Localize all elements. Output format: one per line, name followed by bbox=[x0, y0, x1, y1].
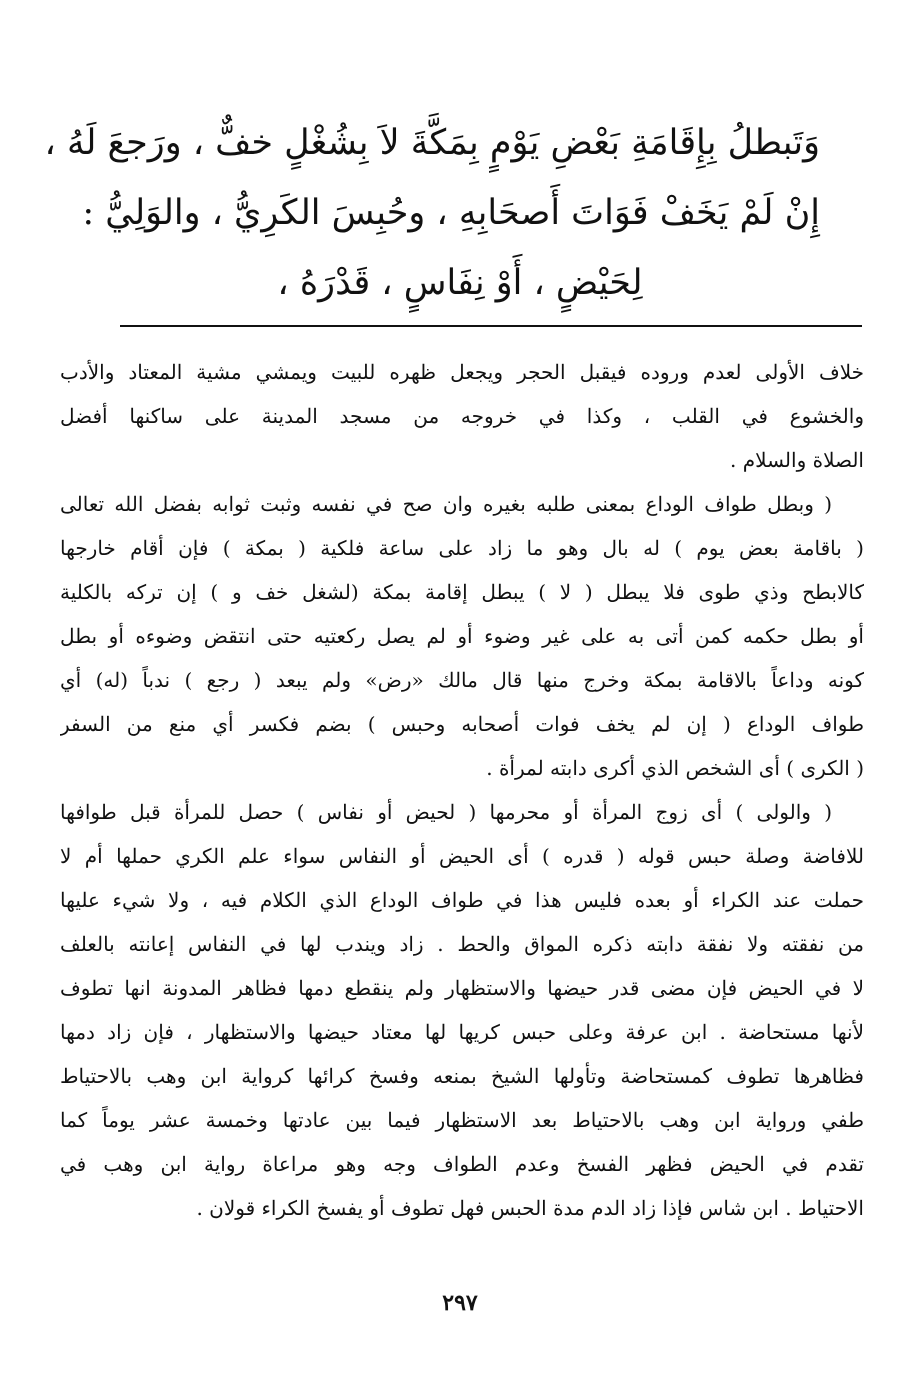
commentary-block bbox=[60, 350, 864, 1230]
commentary-line: أو بطل حكمه كمن أتى به على غير وضوء أو لم يصل ركعتيه حتى انتقض وضوءه أو بطل bbox=[60, 624, 864, 648]
matn-verse-block bbox=[44, 108, 820, 318]
commentary-line: لا في الحيض فإن مضى قدر حيضها والاستظهار ولم ينقطع دمها فظاهر المدونة انها تطوف bbox=[60, 976, 864, 1000]
commentary-line: للافاضة وصلة حبس قوله ( قدره ) أى الحيض أو النفاس سواء علم الكري حملها أم لا bbox=[60, 844, 864, 868]
commentary-line: تقدم في الحيض فظهر الفسخ وعدم الطواف وجه وهو مراعاة رواية ابن وهب في bbox=[60, 1152, 864, 1176]
matn-line: لِحَيْضٍ ، أَوْ نِفَاسٍ ، قَدْرَهُ ، bbox=[277, 263, 643, 303]
commentary-line: حملت عند الكراء أو بعده فليس هذا في طواف الوداع الذي الكلام فيه ، ولا شيء عليها bbox=[60, 888, 864, 912]
page-number: ٢٩٧ bbox=[442, 1290, 478, 1316]
matn-line: إِنْ لَمْ يَخَفْ فَوَاتَ أَصحَابِهِ ، وحُبِسَ الكَرِيُّ ، والوَلِيُّ : bbox=[82, 193, 820, 233]
commentary-line: ( والولى ) أى زوج المرأة أو محرمها ( لحيض أو نفاس ) حصل للمرأة قبل طوافها bbox=[60, 800, 832, 824]
commentary-line: ( باقامة بعض يوم ) له بال وهو ما زاد على ساعة فلكية ( بمكة ) فإن أقام خارجها bbox=[60, 536, 864, 560]
separator-rule bbox=[120, 325, 862, 327]
commentary-line: والخشوع في القلب ، وكذا في خروجه من مسجد المدينة على ساكنها أفضل bbox=[60, 404, 864, 428]
commentary-line: كالابطح وذي طوى فلا يبطل ( لا ) يبطل إقامة بمكة (لشغل خف و ) إن تركه بالكلية bbox=[60, 580, 864, 604]
commentary-line: لأنها مستحاضة . ابن عرفة وعلى حبس كريها لها معتاد حيضها والاستظهار ، فإن زاد دمها bbox=[60, 1020, 864, 1044]
commentary-line: كونه وداعاً بالاقامة بمكة وخرج منها قال مالك «رض» ولم يبعد ( رجع ) ندباً (له) أي bbox=[60, 668, 864, 692]
commentary-line: طفي ورواية ابن وهب بالاحتياط بعد الاستظهار فيما بين عادتها وخمسة عشر يوماً كما bbox=[60, 1108, 864, 1132]
commentary-line: من نفقته ولا نفقة دابته ذكره المواق والحط . زاد ويندب لها في النفاس إعانته بالعلف bbox=[60, 932, 864, 956]
commentary-line: ( وبطل طواف الوداع بمعنى طلبه بغيره وان صح في نفسه وثبت ثوابه بفضل الله تعالى bbox=[60, 492, 832, 516]
commentary-line: الصلاة والسلام . bbox=[730, 448, 864, 472]
matn-line: وَتَبطلُ بِإِقَامَةِ بَعْضِ يَوْمٍ بِمَكَّةَ لاَ بِشُغْلٍ خفٌّ ، ورَجعَ لَهُ ، bbox=[44, 123, 820, 163]
commentary-line: فظاهرها تطوف كمستحاضة وتأولها الشيخ بمنعه وفسخ كرائها كرواية ابن وهب بالاحتياط bbox=[60, 1064, 864, 1088]
commentary-line: خلاف الأولى لعدم وروده فيقبل الحجر ويجعل ظهره للبيت ويمشي مشية المعتاد والأدب bbox=[60, 360, 864, 384]
commentary-line: طواف الوداع ( إن لم يخف فوات أصحابه وحبس ) بضم فكسر أي منع من السفر bbox=[60, 712, 864, 736]
commentary-line: الاحتياط . ابن شاس فإذا زاد الدم مدة الحبس فهل تطوف أو يفسخ الكراء قولان . bbox=[196, 1196, 864, 1220]
commentary-line: ( الكرى ) أى الشخص الذي أكرى دابته لمرأة . bbox=[486, 756, 864, 780]
